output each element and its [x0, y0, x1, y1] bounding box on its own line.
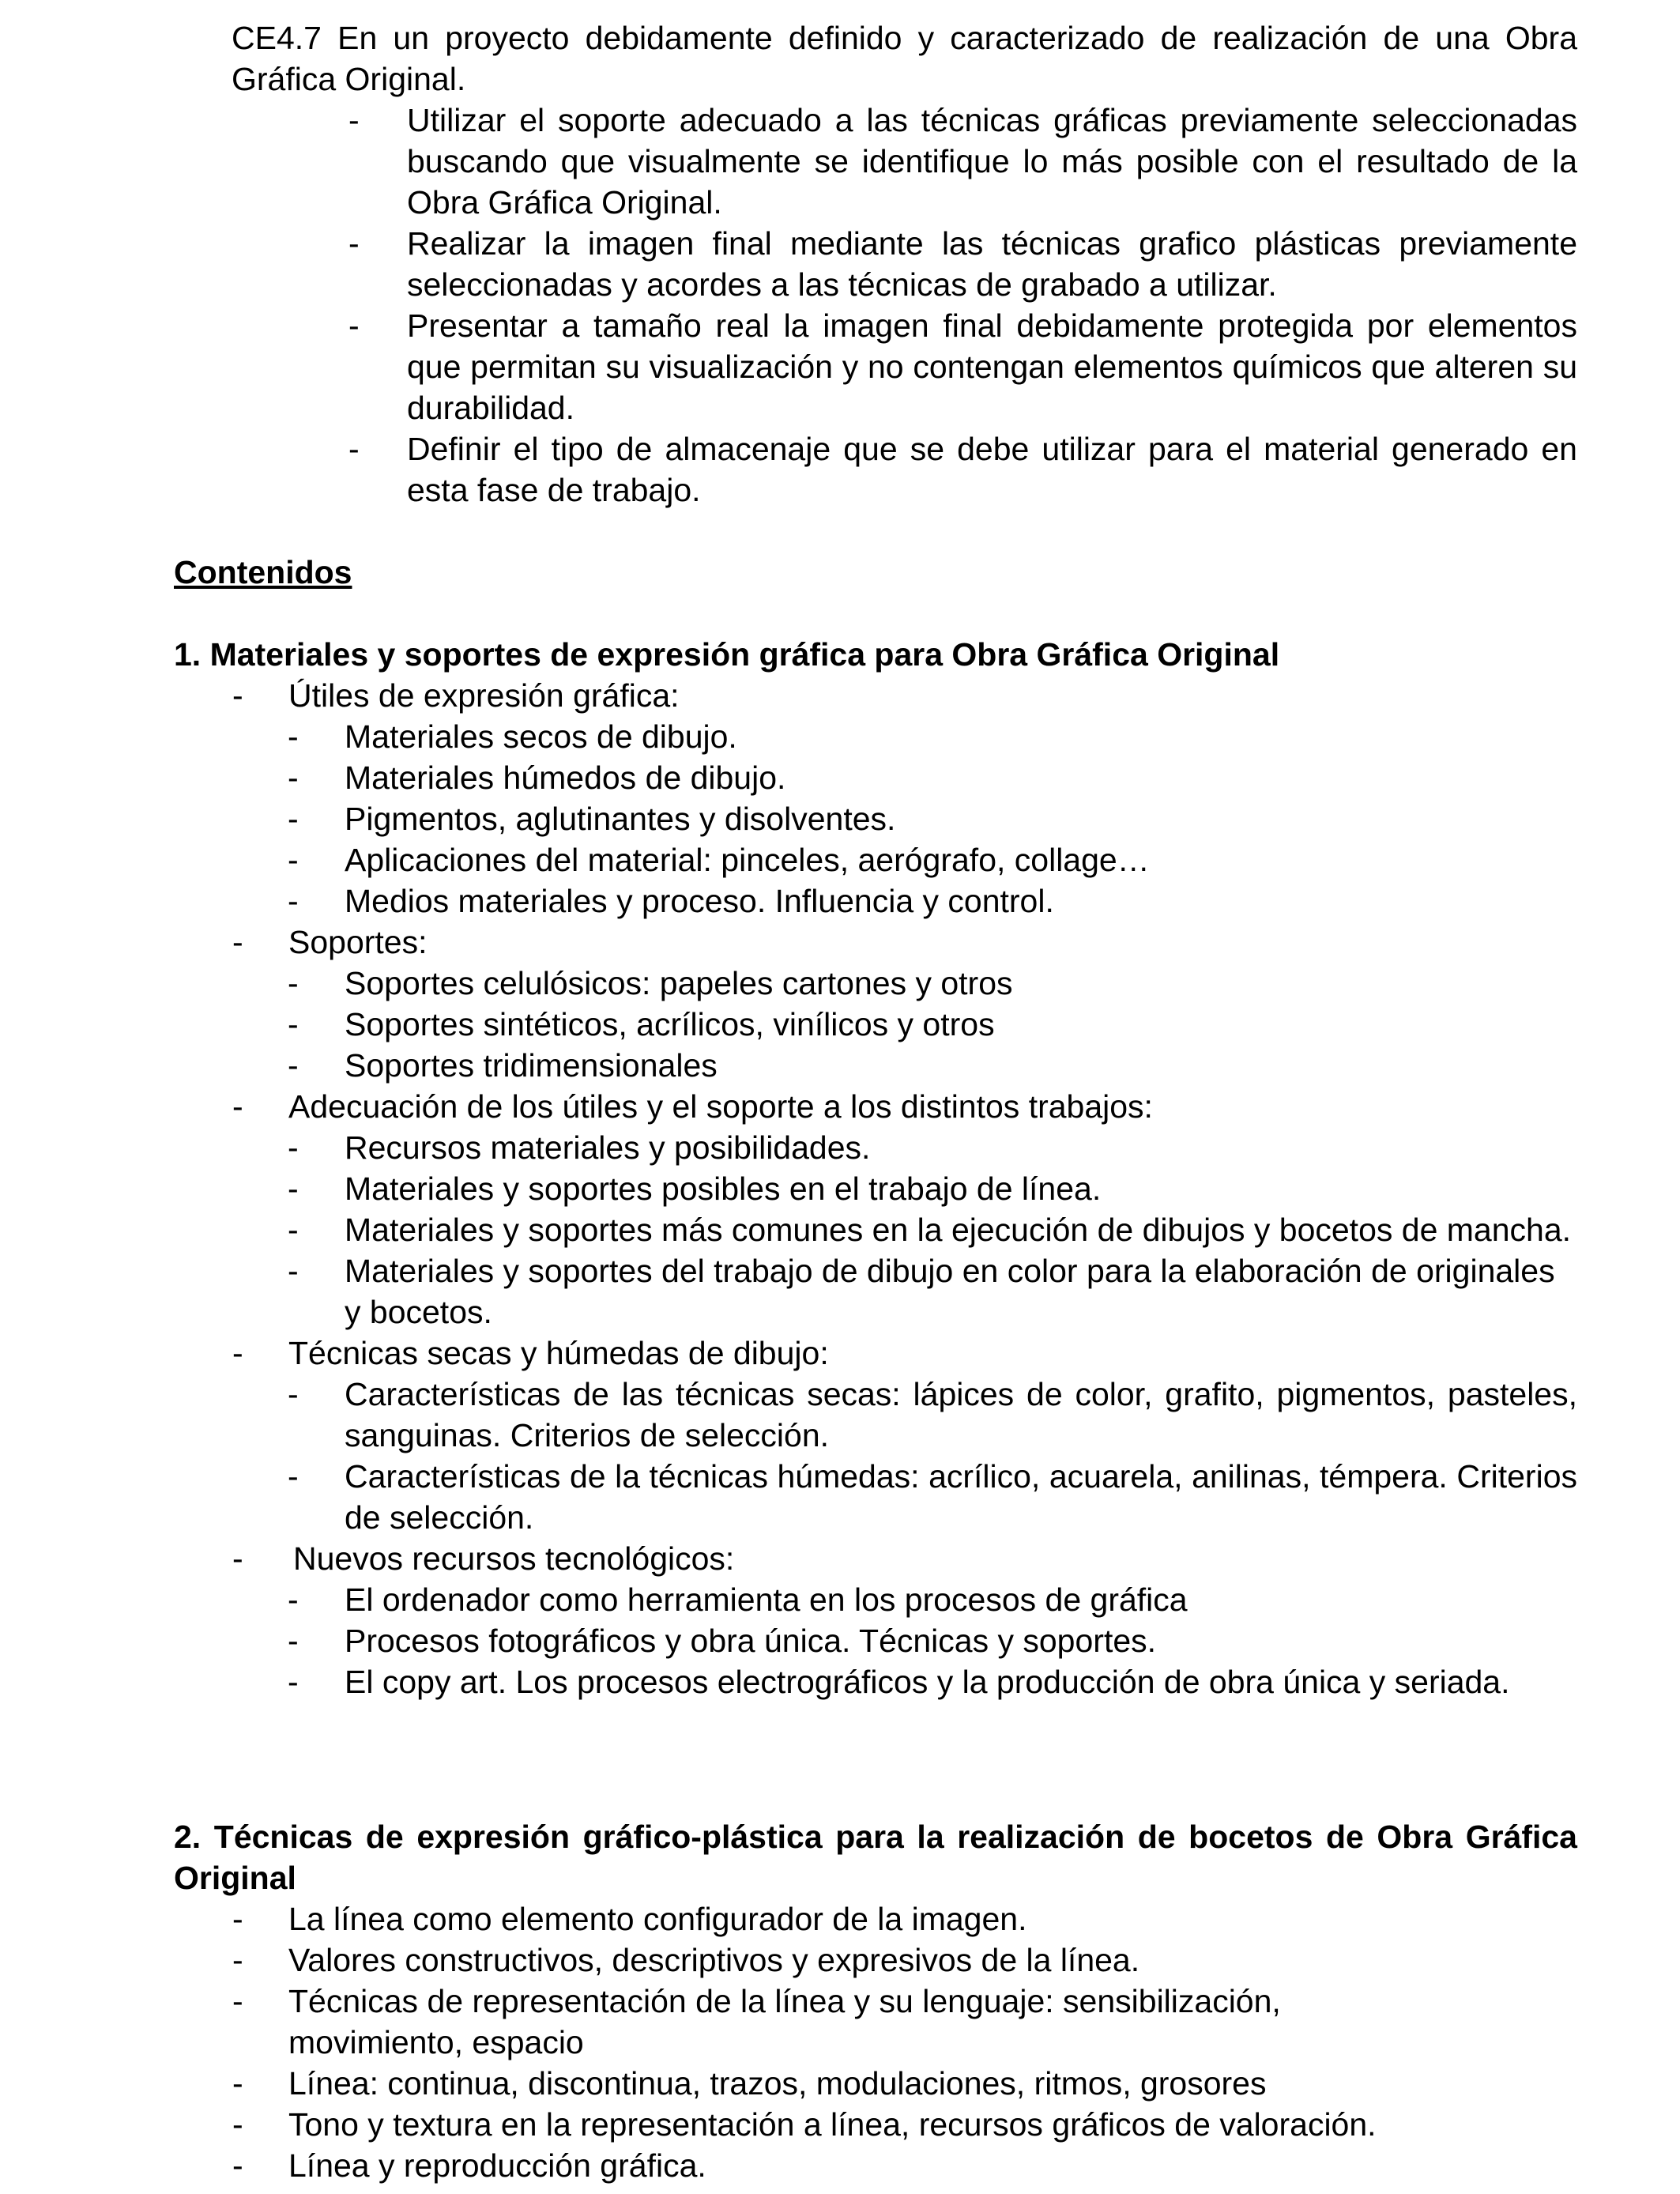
- list-item: - Soportes tridimensionales: [288, 1045, 1577, 1086]
- list-item: - Línea: continua, discontinua, trazos, modulaciones, ritmos, grosores: [232, 2063, 1577, 2104]
- list-item: - Materiales secos de dibujo.: [288, 716, 1577, 757]
- bullet-dash: -: [288, 1047, 299, 1084]
- bullet-dash: -: [232, 2147, 243, 2184]
- section-2-title: 2. Técnicas de expresión gráfico-plástica para la realización de bocetos de Obra Gráfica Original: [174, 1819, 1577, 1896]
- group-items: [288, 963, 1577, 1086]
- list-item: - Materiales húmedos de dibujo.: [288, 757, 1577, 798]
- bullet-dash: -: [348, 307, 360, 344]
- bullet-dash: -: [288, 1458, 299, 1495]
- bullet-dash: -: [288, 1253, 299, 1289]
- ce-criteria-list: [348, 100, 1577, 511]
- bullet-dash: -: [288, 1212, 299, 1248]
- group-label: Adecuación de los útiles y el soporte a los distintos trabajos:: [288, 1088, 1153, 1125]
- bullet-dash: -: [232, 2065, 243, 2102]
- outline-group: [232, 1086, 1577, 1333]
- bullet-dash: -: [288, 1581, 299, 1618]
- outline-group: [232, 1333, 1577, 1538]
- list-item: - Materiales y soportes más comunes en la ejecución de dibujos y bocetos de mancha.: [288, 1209, 1577, 1250]
- group-label: Soportes:: [288, 924, 428, 960]
- list-item: - Aplicaciones del material: pinceles, aerógrafo, collage…: [288, 839, 1577, 880]
- list-item: - La línea como elemento configurador de la imagen.: [232, 1898, 1577, 1940]
- bullet-dash: -: [288, 718, 299, 755]
- bullet-dash: -: [232, 1901, 243, 1937]
- list-item: - Características de las técnicas secas: lápices de color, grafito, pigmentos, pasteles, sanguinas. Criterios de selección.: [288, 1374, 1577, 1456]
- list-item: - Materiales y soportes posibles en el trabajo de línea.: [288, 1168, 1577, 1209]
- list-item: - Materiales y soportes del trabajo de dibujo en color para la elaboración de originales y bocetos.: [288, 1250, 1577, 1333]
- ce-heading: CE4.7 En un proyecto debidamente definido y caracterizado de realización de una Obra Gráfica Original.: [232, 20, 1577, 97]
- group-label: Útiles de expresión gráfica:: [288, 677, 680, 714]
- group-label: Técnicas secas y húmedas de dibujo:: [288, 1335, 829, 1371]
- group-items: [288, 1127, 1577, 1333]
- group-items: [288, 716, 1577, 922]
- section-1-outline: [232, 675, 1577, 1702]
- bullet-dash: -: [288, 842, 299, 878]
- outline-group: [232, 922, 1577, 1086]
- bullet-dash: -: [232, 1088, 243, 1125]
- ce-criteria-item: - Definir el tipo de almacenaje que se debe utilizar para el material generado en esta fase de trabajo.: [348, 428, 1577, 511]
- list-item: - Soportes celulósicos: papeles cartones y otros: [288, 963, 1577, 1004]
- bullet-dash: -: [232, 1942, 243, 1978]
- list-item: - Procesos fotográficos y obra única. Técnicas y soportes.: [288, 1620, 1577, 1661]
- bullet-dash: -: [232, 1540, 243, 1577]
- bullet-dash: -: [288, 1006, 299, 1042]
- group-label: Nuevos recursos tecnológicos:: [293, 1540, 735, 1577]
- bullet-dash: -: [288, 965, 299, 1001]
- list-item: - Soportes sintéticos, acrílicos, vinílicos y otros: [288, 1004, 1577, 1045]
- list-item: - El ordenador como herramienta en los procesos de gráfica: [288, 1579, 1577, 1620]
- bullet-dash: -: [348, 102, 360, 138]
- ce-criteria-item: - Realizar la imagen final mediante las técnicas grafico plásticas previamente seleccionadas y acordes a las técnicas de grabado a utilizar.: [348, 223, 1577, 305]
- bullet-dash: -: [288, 760, 299, 796]
- bullet-dash: -: [288, 883, 299, 919]
- list-item: - Características de la técnicas húmedas: acrílico, acuarela, anilinas, témpera. Criterios de selección.: [288, 1456, 1577, 1538]
- list-item: - El copy art. Los procesos electrográficos y la producción de obra única y seriada.: [288, 1661, 1577, 1702]
- bullet-dash: -: [232, 2106, 243, 2143]
- contenidos-heading: Contenidos: [174, 554, 352, 590]
- list-item: - Valores constructivos, descriptivos y expresivos de la línea.: [232, 1940, 1577, 1981]
- group-items: [288, 1374, 1577, 1538]
- bullet-dash: -: [348, 225, 360, 262]
- group-items: [288, 1579, 1577, 1702]
- section-2-outline: [232, 1898, 1577, 2186]
- list-item: - Pigmentos, aglutinantes y disolventes.: [288, 798, 1577, 839]
- section-1-title: 1. Materiales y soportes de expresión gráfica para Obra Gráfica Original: [174, 636, 1280, 673]
- ce-criteria-item: - Utilizar el soporte adecuado a las técnicas gráficas previamente seleccionadas buscando que visualmente se identifique lo más posible con el resultado de la Obra Gráfica Original.: [348, 100, 1577, 223]
- list-item: - Técnicas de representación de la línea y su lenguaje: sensibilización, movimiento, espacio: [232, 1981, 1577, 2063]
- bullet-dash: -: [232, 677, 243, 714]
- bullet-dash: -: [232, 924, 243, 960]
- list-item: - Recursos materiales y posibilidades.: [288, 1127, 1577, 1168]
- bullet-dash: -: [232, 1335, 243, 1371]
- list-item: - Línea y reproducción gráfica.: [232, 2145, 1577, 2186]
- bullet-dash: -: [288, 1376, 299, 1412]
- outline-group: [232, 675, 1577, 922]
- bullet-dash: -: [232, 1983, 243, 2019]
- bullet-dash: -: [348, 431, 360, 467]
- bullet-dash: -: [288, 1129, 299, 1166]
- ce-criteria-item: - Presentar a tamaño real la imagen final debidamente protegida por elementos que permitan su visualización y no contengan elementos químicos que alteren su durabilidad.: [348, 305, 1577, 428]
- list-item: - Tono y textura en la representación a línea, recursos gráficos de valoración.: [232, 2104, 1577, 2145]
- outline-group: [232, 1538, 1577, 1702]
- bullet-dash: -: [288, 1171, 299, 1207]
- bullet-dash: -: [288, 1623, 299, 1659]
- list-item: - Medios materiales y proceso. Influencia y control.: [288, 880, 1577, 922]
- bullet-dash: -: [288, 801, 299, 837]
- bullet-dash: -: [288, 1664, 299, 1700]
